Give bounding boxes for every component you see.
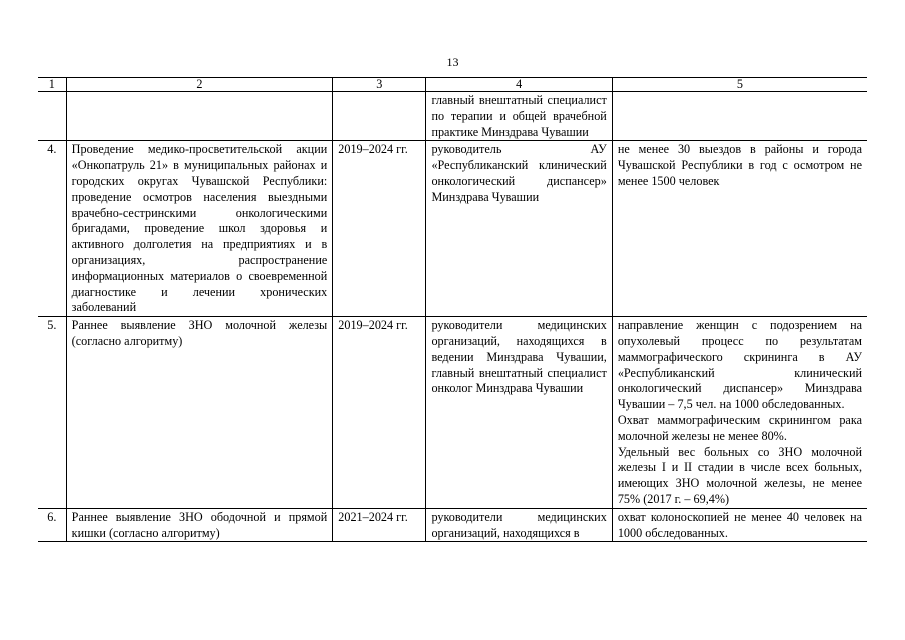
header-col-1: 1 — [38, 78, 66, 92]
row-action: Раннее выявление ЗНО ободочной и прямой кишки (согласно алгоритму) — [66, 508, 333, 542]
row-result — [612, 92, 867, 141]
table-row — [38, 92, 867, 141]
page-number: 13 — [446, 55, 459, 69]
result-paragraph: направление женщин с подозрением на опухолевый процесс по результатам маммографического скрининга в АУ «Республиканский клинический онкологический диспансер» Минздрава Чувашии – 7,5 чел. на 1000 обследованных. — [617, 318, 862, 412]
result-paragraph: Охват маммографическим скринингом рака молочной железы не менее 80%. — [617, 412, 862, 443]
row-responsible: руководитель АУ «Республиканский клинический онкологический диспансер» Минздрава Чувашии — [426, 141, 612, 317]
header-col-2: 2 — [66, 78, 333, 92]
row-period — [333, 92, 426, 141]
header-col-5: 5 — [612, 78, 867, 92]
result-paragraph: охват колоноскопией не менее 40 человек на 1000 обследованных. — [617, 509, 862, 540]
row-action: Раннее выявление ЗНО молочной железы (согласно алгоритму) — [66, 317, 333, 509]
row-period: 2019–2024 гг. — [333, 141, 426, 317]
result-paragraph: Удельный вес больных со ЗНО молочной железы I и II стадии в числе всех больных, имеющих ЗНО молочной железы, не менее 75% (2017 г. – 69,4%) — [617, 444, 862, 506]
row-result — [612, 508, 867, 542]
row-number: 5. — [38, 317, 66, 509]
table-header-row — [38, 78, 867, 92]
table-row — [38, 508, 867, 542]
row-result — [612, 141, 867, 317]
row-responsible: главный внештатный специалист по терапии и общей врачебной практике Минздрава Чувашии — [426, 92, 612, 141]
row-number — [38, 92, 66, 141]
table-row — [38, 141, 867, 317]
table-row — [38, 317, 867, 509]
row-period: 2019–2024 гг. — [333, 317, 426, 509]
row-responsible: руководители медицинских организаций, находящихся в — [426, 508, 612, 542]
header-col-4: 4 — [426, 78, 612, 92]
result-paragraph: не менее 30 выездов в районы и города Чувашской Республики в год с осмотром не менее 1500 человек — [617, 142, 862, 188]
row-number: 6. — [38, 508, 66, 542]
row-result — [612, 317, 867, 509]
measures-table — [38, 77, 867, 542]
header-col-3: 3 — [333, 78, 426, 92]
row-period: 2021–2024 гг. — [333, 508, 426, 542]
row-action: Проведение медико-просветительской акции «Онкопатруль 21» в муниципальных районах и городских округах Чувашской Республики: проведение осмотров населения выездными врачебно-сестринскими онкологическими бригадами, проведение школ здоровья и активного долголетия на предприятиях и в организациях, распространение информационных материалов о своевременной диагностике и лечении хронических заболеваний — [66, 141, 333, 317]
row-action — [66, 92, 333, 141]
row-responsible: руководители медицинских организаций, находящихся в ведении Минздрава Чувашии, главный внештатный специалист онколог Минздрава Чувашии — [426, 317, 612, 509]
row-number: 4. — [38, 141, 66, 317]
